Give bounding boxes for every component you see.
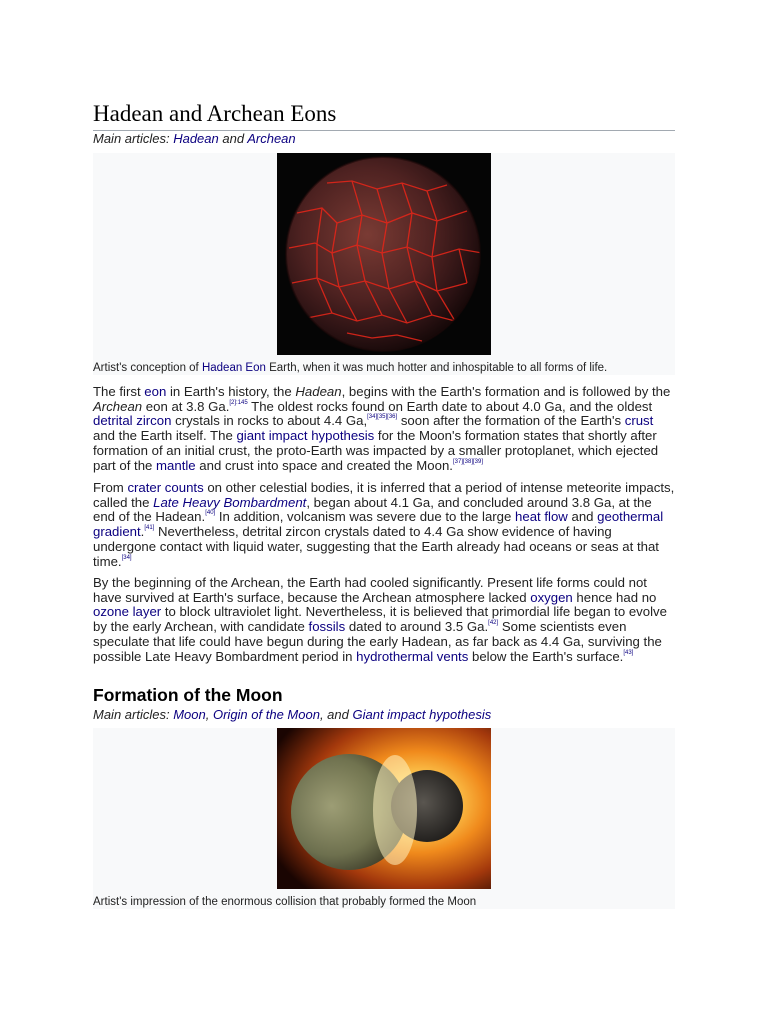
text: and crust into space and created the Moon. bbox=[195, 457, 453, 473]
link-giant-impact-hypothesis[interactable]: giant impact hypothesis bbox=[236, 428, 375, 444]
figure-caption-2: Artist's impression of the enormous collision that probably formed the Moon bbox=[93, 896, 477, 908]
text: The oldest rocks found on Earth date to about 4.0 Ga, and the oldest bbox=[247, 398, 653, 414]
moon-collision-image[interactable] bbox=[277, 728, 491, 889]
citation[interactable]: [37][38][39] bbox=[452, 458, 483, 465]
hatnote-and: and bbox=[222, 131, 245, 146]
citation[interactable]: [43] bbox=[623, 649, 634, 656]
link-crater-counts[interactable]: crater counts bbox=[127, 480, 204, 495]
text: eon at 3.8 Ga. bbox=[142, 398, 230, 414]
text: and bbox=[567, 509, 598, 525]
hatnote-main-articles-1 bbox=[93, 130, 296, 147]
hatnote-comma: , bbox=[205, 707, 210, 722]
link-origin-of-moon[interactable]: Origin of the Moon bbox=[212, 707, 320, 722]
text: By the beginning of the Archean, the Earth had cooled significantly. Present life forms could not have survived at Earth's surface, because the Archean atmosphere lacked bbox=[93, 575, 647, 605]
link-hydrothermal-vents[interactable]: hydrothermal vents bbox=[356, 648, 469, 664]
paragraph-2 bbox=[93, 481, 675, 569]
text: From bbox=[93, 480, 128, 495]
link-ozone-layer[interactable]: ozone layer bbox=[93, 604, 162, 620]
text: , begins with the Earth's formation and is followed by the bbox=[341, 384, 671, 399]
link-heat-flow[interactable]: heat flow bbox=[515, 509, 568, 525]
text: below the Earth's surface. bbox=[468, 648, 624, 664]
italic-hadean: Hadean bbox=[295, 384, 342, 399]
figure-hadean-earth bbox=[93, 153, 675, 375]
text: soon after the formation of the Earth's bbox=[397, 413, 625, 429]
hatnote-and: , and bbox=[319, 707, 349, 722]
text: Nevertheless, detrital zircon crystals dated to 4.4 Ga show evidence of having undergone contact with liquid water, suggesting that the Earth already had oceans or seas at that time. bbox=[93, 524, 659, 569]
hadean-earth-illustration bbox=[277, 153, 491, 355]
citation[interactable]: [34][35][36] bbox=[367, 414, 398, 421]
hatnote-prefix: Main articles: bbox=[93, 131, 170, 146]
caption-text: Artist's conception of bbox=[93, 362, 199, 374]
figure-moon-collision bbox=[93, 728, 675, 909]
link-late-heavy-bombardment[interactable]: Late Heavy Bombardment bbox=[153, 494, 307, 510]
text: , began about 4.1 Ga, and concluded around 3.8 Ga, at the end of the Hadean. bbox=[93, 494, 652, 525]
citation[interactable]: [42] bbox=[488, 620, 499, 627]
text: and the Earth itself. The bbox=[93, 428, 237, 444]
link-crust[interactable]: crust bbox=[624, 413, 654, 429]
hatnote-main-articles-2 bbox=[93, 706, 491, 723]
text: In addition, volcanism was severe due to the large bbox=[215, 509, 516, 525]
link-geothermal-gradient[interactable]: geothermal gradient bbox=[93, 509, 664, 540]
text: crystals in rocks to about 4.4 Ga, bbox=[171, 413, 368, 429]
link-hadean-eon[interactable]: Hadean Eon bbox=[201, 362, 266, 374]
text: dated to around 3.5 Ga. bbox=[345, 619, 489, 635]
citation[interactable]: [2]:145 bbox=[229, 399, 248, 406]
paragraph-3 bbox=[93, 576, 675, 664]
section-heading-formation-of-moon: Formation of the Moon bbox=[93, 685, 283, 705]
text: in Earth's history, the bbox=[166, 384, 296, 399]
figure-caption-1 bbox=[93, 361, 607, 375]
section-heading-hadean-archean: Hadean and Archean Eons bbox=[93, 100, 675, 131]
paragraph-1 bbox=[93, 385, 675, 473]
citation[interactable]: [34] bbox=[121, 554, 132, 561]
caption-text: Earth, when it was much hotter and inhospitable to all forms of life. bbox=[269, 362, 608, 374]
text: The first bbox=[93, 384, 145, 399]
link-hadean[interactable]: Hadean bbox=[173, 131, 219, 146]
link-oxygen[interactable]: oxygen bbox=[530, 589, 573, 605]
link-mantle[interactable]: mantle bbox=[156, 457, 196, 473]
hadean-earth-image[interactable] bbox=[277, 153, 491, 355]
text: on other celestial bodies, it is inferred that a period of intense meteorite impacts, called the bbox=[93, 480, 675, 510]
link-archean[interactable]: Archean bbox=[247, 131, 296, 146]
text: for the Moon's formation states that shortly after formation of an initial crust, the proto-Earth was impacted by a smaller protoplanet, which ejected part of the bbox=[93, 428, 659, 473]
citation[interactable]: [40] bbox=[205, 510, 216, 517]
link-detrital-zircon[interactable]: detrital zircon bbox=[93, 413, 172, 429]
text: hence had no bbox=[572, 589, 657, 605]
collision-illustration bbox=[277, 728, 491, 889]
link-eon[interactable]: eon bbox=[144, 384, 167, 399]
link-giant-impact-hypothesis-2[interactable]: Giant impact hypothesis bbox=[352, 707, 492, 722]
citation[interactable]: [41] bbox=[144, 525, 155, 532]
text: Some scientists even speculate that life could have begun during the early Hadean, as far back as 4.4 Ga, surviving the possible Late Heavy Bombardment period in bbox=[93, 619, 662, 664]
italic-archean: Archean bbox=[93, 398, 143, 414]
text: . bbox=[140, 524, 145, 540]
hatnote-prefix: Main articles: bbox=[93, 707, 170, 722]
link-fossils[interactable]: fossils bbox=[308, 619, 346, 635]
link-moon[interactable]: Moon bbox=[173, 707, 206, 722]
text: to block ultraviolet light. Nevertheless, it is believed that primordial life began to evolve by the early Archean, with candidate bbox=[93, 604, 667, 635]
